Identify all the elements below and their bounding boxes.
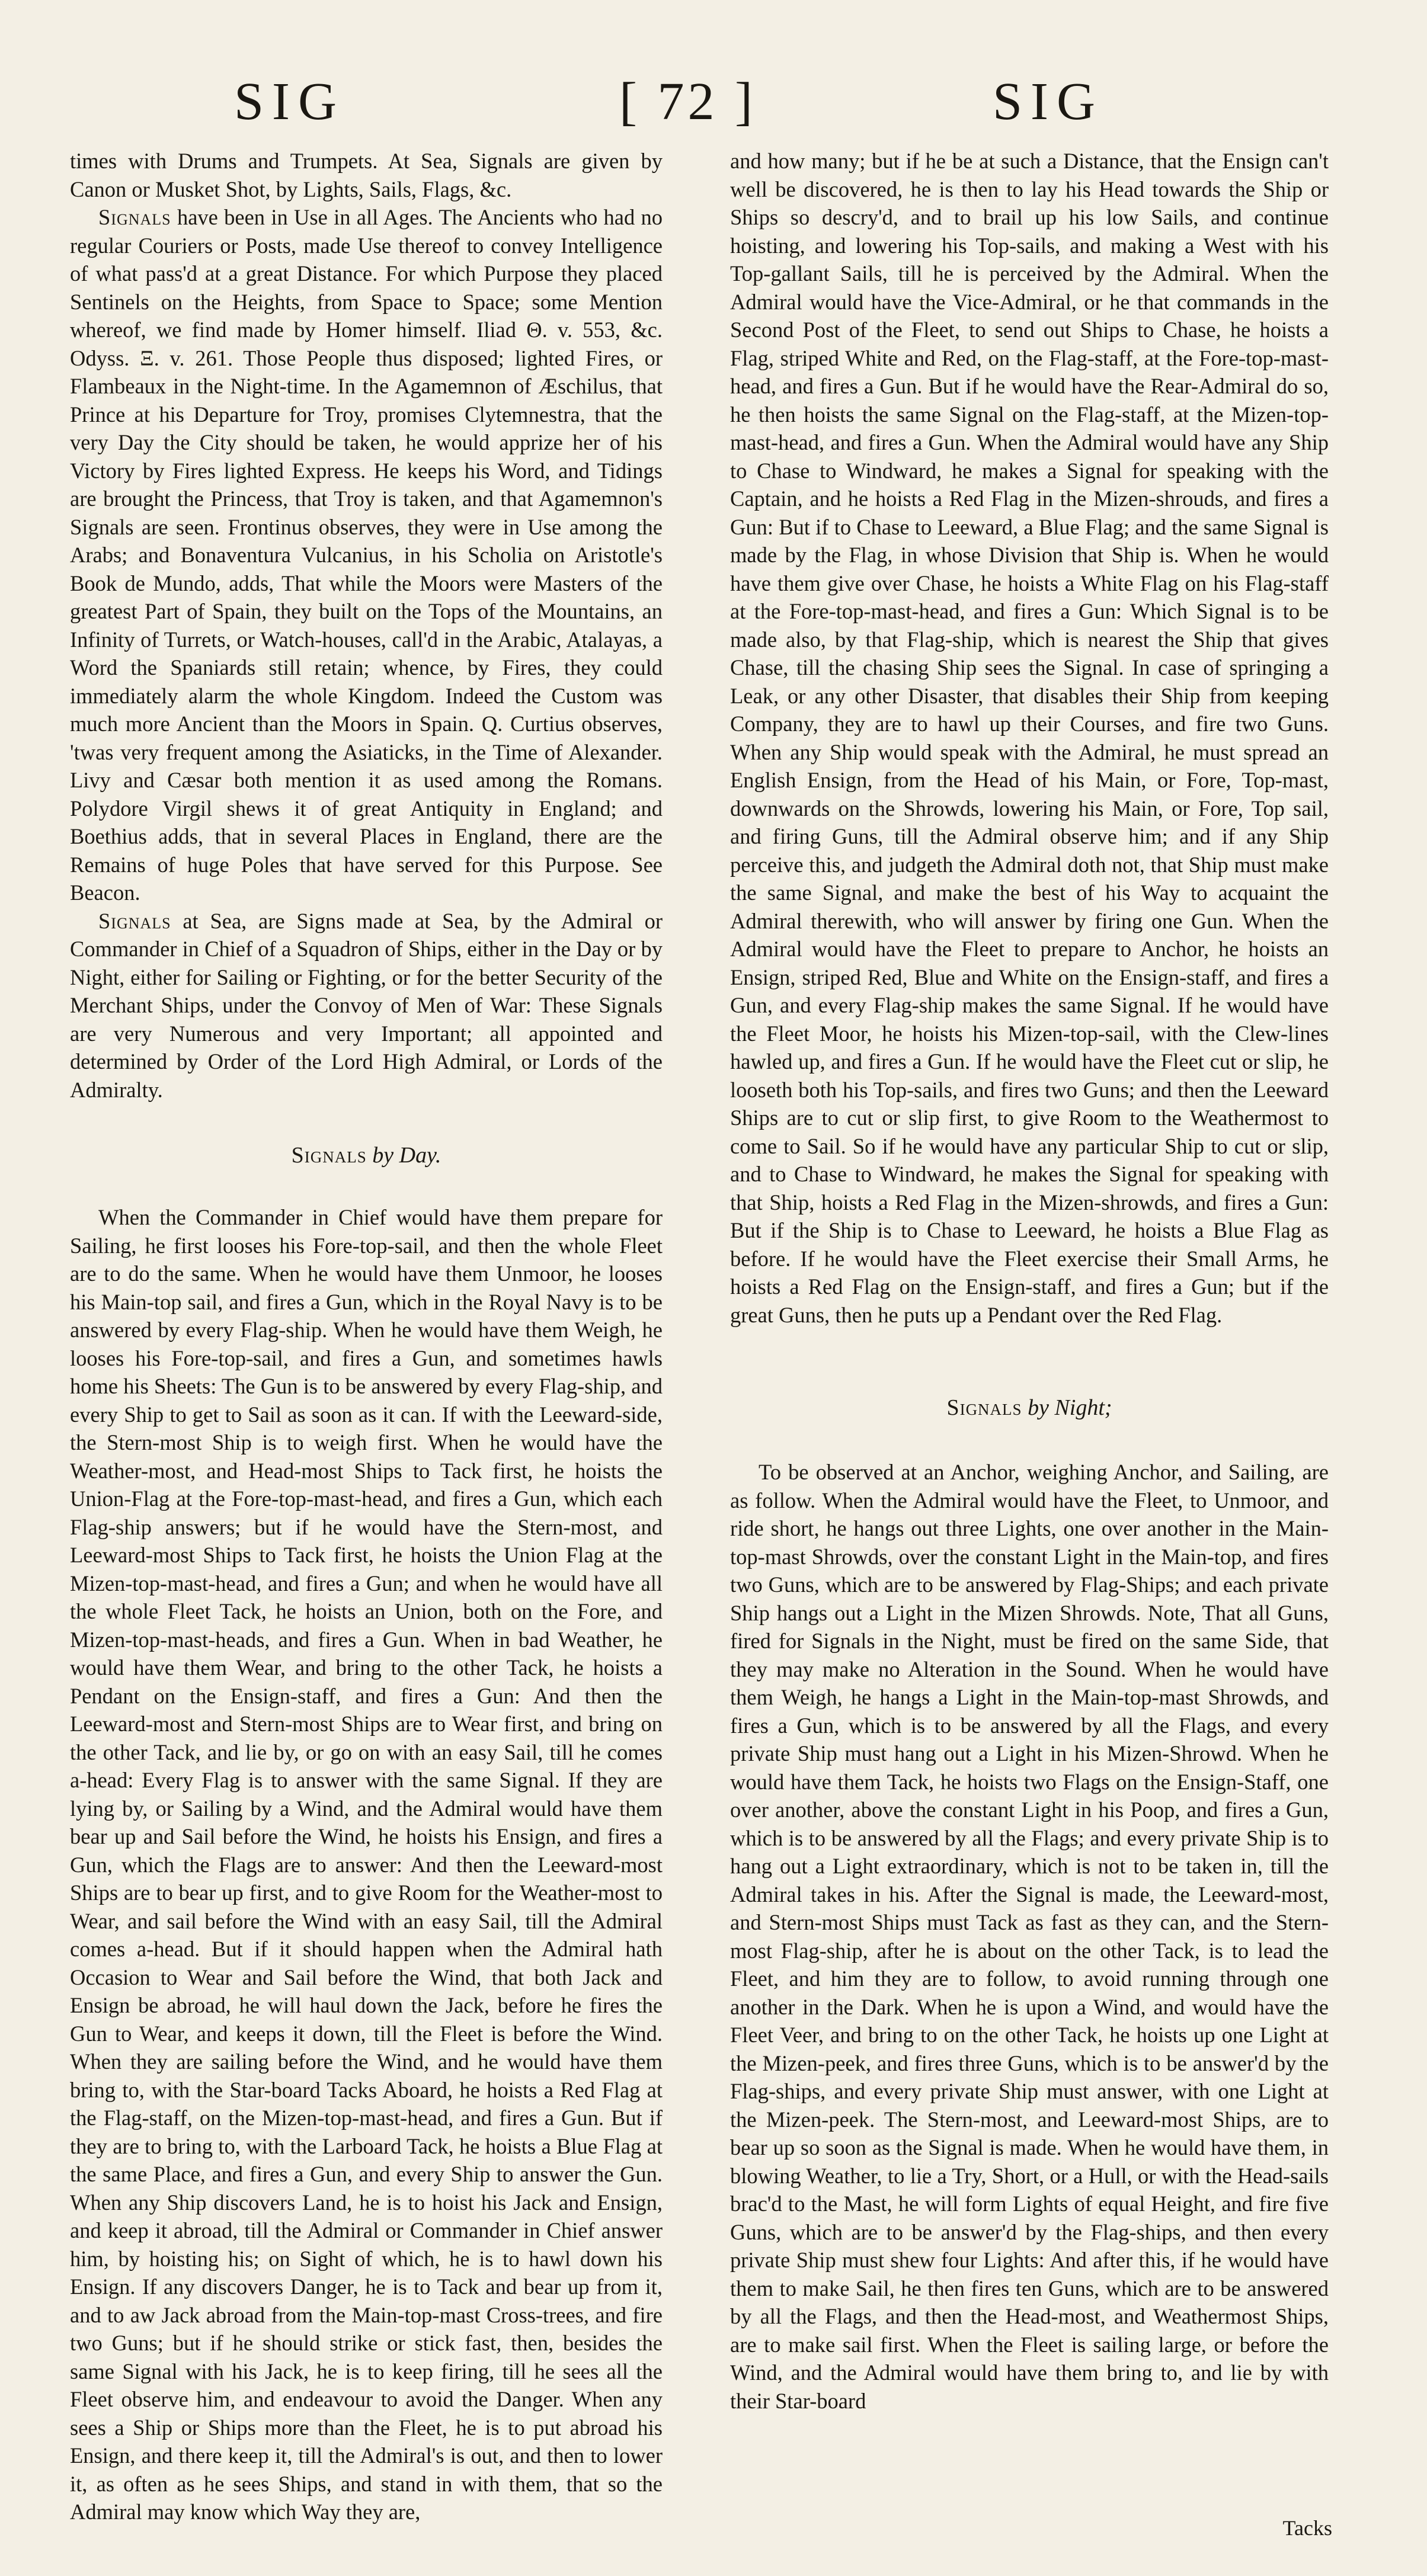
paragraph: When the Commander in Chief would have them prepare for Sailing, he first looses his Fore-top-sail, and then the whole Fleet are to do the same. When he would have them Unmoor, he looses his Main-top sail, and fires a Gun, which in the Royal Navy is to be answered by every Flag-ship. When he would have them Weigh, he looses his Fore-top-sail, and fires a Gun, and sometimes hawls home his Sheets: The Gun is to be answered by every Flag-ship, and every Ship to get to Sail as soon as it can. If with the Leeward-side, the Stern-most Ship is to weigh first. When he would have the Weather-most, and Head-most Ships to Tack first, he hoists the Union-Flag at the Fore-top-mast-head, and fires a Gun, which each Flag-ship answers; but if he would have the Stern-most, and Leeward-most Ships to Tack first, he hoists the Union Flag at the Mizen-top-mast-head, and fires a Gun; and when he would have all the whole Fleet Tack, he hoists an Union, both on the Fore, and Mizen-top-mast-heads, and fires a Gun. When in bad Weather, he would have them Wear, and bring to the other Tack, he hoists a Pendant on the Ensign-staff, and fires a Gun: And then the Leeward-most and Stern-most Ships are to Wear first, and bring on the other Tack, and lie by, or go on with an easy Sail, till he comes a-head: Every Flag is to answer with the same Signal. If they are lying by, or Sailing by a Wind, and the Admiral would have them bear up and Sail before the Wind, he hoists his Ensign, and fires a Gun, which the Flags are to answer: And then the Leeward-most Ships are to bear up first, and to give Room for the Weather-most to Wear, and sail before the Wind with an easy Sail, till the Admiral comes a-head. But if it should happen when the Admiral hath Occasion to Wear and Sail before the Wind, that both Jack and Ensign be abroad, he will haul down the Jack, before he fires the Gun to Wear, and keeps it down, till the Fleet is before the Wind. When they are sailing before the Wind, and he would have them bring to, with the Star-board Tacks Aboard, he hoists a Red Flag at the Flag-staff, on the Mizen-top-mast-head, and fires a Gun. But if they are to bring to, with the Larboard Tack, he hoists a Blue Flag at the same Place, and fires a Gun, and every Ship to answer the Gun. When any Ship discovers Land, he is to hoist his Jack and Ensign, and keep it abroad, till the Admiral or Commander in Chief answer him, by hoisting his; on Sight of which, he is to hawl down his Ensign. If any discovers Danger, he is to Tack and bear up from it, and to aw Jack abroad from the Main-top-mast Cross-trees, and fire two Guns; but if he should strike or stick fast, then, besides the same Signal with his Jack, he is to keep firing, till he sees all the Fleet observe him, and endeavour to avoid the Danger. When any sees a Ship or Ships more than the Fleet, he is to put abroad his Ensign, and there keep it, till the Admiral's is out, and then to lower it, as often as he sees Ships, and stand in with them, that so the Admiral may know which Way they are, [70,1205,663,2524]
left-column [70,147,663,2526]
header-left: SIG [234,72,345,131]
header-right: SIG [993,72,1104,131]
section-heading-rest: by Day. [372,1143,441,1168]
section-heading-lead: Signals [946,1395,1022,1420]
paragraph-body: have been in Use in all Ages. The Ancients who had no regular Couriers or Posts, made Use thereof to convey Intelligence of what pass'd at a great Distance. For which Purpose they placed Sentinels on the Heights, from Space to Space; some Mention whereof, we find made by Homer himself. Iliad Θ. v. 553, &c. Odyss. Ξ. v. 261. Those People thus disposed; lighted Fires, or Flambeaux in the Night-time. In the Agamemnon of Æschilus, that Prince at his Departure for Troy, promises Clytemnestra, that the very Day the City should be taken, he would apprize her of his Victory by Fires lighted Express. He keeps his Word, and Tidings are brought the Princess, that Troy is taken, and that Agamemnon's Signals are seen. Frontinus observes, they were in Use among the Arabs; and Bonaventura Vulcanius, in his Scholia on Aristotle's Book de Mundo, adds, That while the Moors were Masters of the greatest Part of Spain, they built on the Tops of the Mountains, an Infinity of Turrets, or Watch-houses, call'd in the Arabic, Atalayas, a Word the Spaniards still retain; whence, by Fires, they could immediately alarm the whole Kingdom. Indeed the Custom was much more Ancient than the Moors in Spain. Q. Curtius observes, 'twas very frequent among the Asiaticks, in the Time of Alexander. Livy and Cæsar both mention it as used among the Romans. Polydore Virgil shews it of great Antiquity in England; and Boethius adds, that in several Places in England, there are the Remains of huge Poles that have served for this Purpose. See Beacon. [70,205,663,905]
paragraph: To be observed at an Anchor, weighing Anchor, and Sailing, are as follow. When the Admiral would have the Fleet, to Unmoor, and ride short, he hangs out three Lights, one over another in the Main-top-mast Shrowds, over the constant Light in the Main-top, and fires two Guns, which are to be answered by Flag-Ships; and each private Ship hangs out a Light in the Mizen Shrowds. Note, That all Guns, fired for Signals in the Night, must be fired on the same Side, that they may make no Alteration in the Sound. When he would have them Weigh, he hangs a Light in the Main-top-mast Shrowds, and fires a Gun, which is to be answered by all the Flags, and every private Ship must hang out a Light in his Mizen-Shrowd. When he would have them Tack, he hoists two Flags on the Ensign-Staff, one over another, above the constant Light in his Poop, and fires a Gun, which is to be answered by all the Flags; and every private Ship is to hang out a Light extraordinary, which is not to be taken in, till the Admiral takes in his. After the Signal is made, the Leeward-most, and Stern-most Ships must Tack as fast as they can, and the Stern-most Flag-ship, after he is about on the other Tack, is to lead the Fleet, and him they are to follow, to avoid running through one another in the Dark. When he is upon a Wind, and would have the Fleet Veer, and bring to on the other Tack, he hoists up one Light at the Mizen-peek, and fires three Guns, which is to be answer'd by the Flag-ships, and every private Ship must answer, with one Light at the Mizen-peek. The Stern-most, and Leeward-most Ships, are to bear up so soon as the Signal is made. When he would have them, in blowing Weather, to lie a Try, Short, or a Hull, or with the Head-sails brac'd to the Mast, he will form Lights of equal Height, and fire five Guns, which are to be answer'd by the Flag-ships, and then every private Ship must shew four Lights: And after this, if he would have them to make Sail, he then fires ten Guns, which are to be answered by all the Flags, and then the Head-most, and Weathermost Ships, are to make sail first. When the Fleet is sailing large, or before the Wind, and the Admiral would have them bring to, and lie by with their Star-board [730,1460,1329,2413]
paragraph: and how many; but if he be at such a Distance, that the Ensign can't well be discovered, he is then to lay his Head towards the Ship or Ships so descry'd, and to brail up his low Sails, and continue hoisting, and lowering his Top-sails, and making a West with his Top-gallant Sails, till he is perceived by the Admiral. When the Admiral would have the Vice-Admiral, or he that commands in the Second Post of the Fleet, to send out Ships to Chase, he hoists a Flag, striped White and Red, on the Flag-staff, at the Fore-top-mast-head, and fires a Gun. But if he would have the Rear-Admiral do so, he then hoists the same Signal on the Flag-staff, at the Mizen-top-mast-head, and fires a Gun. When the Admiral would have any Ship to Chase to Windward, he makes a Signal for speaking with the Captain, and he hoists a Red Flag in the Mizen-shrouds, and fires a Gun: But if to Chase to Leeward, a Blue Flag; and the same Signal is made by the Flag, in whose Division that Ship is. When he would have them give over Chase, he hoists a White Flag on his Flag-staff at the Fore-top-mast-head, and fires a Gun: Which Signal is to be made also, by that Flag-ship, which is nearest the Ship that gives Chase, till the chasing Ship sees the Signal. In case of springing a Leak, or any other Disaster, that disables their Ship from keeping Company, they are to hawl up their Courses, and fire two Guns. When any Ship would speak with the Admiral, he must spread an English Ensign, from the Head of his Main, or Fore, Top-mast, downwards on the Shrowds, lowering his Main, or Fore, Top sail, and firing Guns, till the Admiral observe him; and if any Ship perceive this, and judgeth the Admiral doth not, that Ship must make the same Signal, and make the best of his Way to acquaint the Admiral therewith, who will answer by firing one Gun. When the Admiral would have the Fleet to prepare to Anchor, he hoists an Ensign, striped Red, Blue and White on the Ensign-staff, and fires a Gun, and every Flag-ship makes the same Signal. If he would have the Fleet Moor, he hoists his Mizen-top-sail, with the Clew-lines hawled up, and fires a Gun. If he would have the Fleet cut or slip, he looseth both his Top-sails, and fires two Guns; and then the Leeward Ships are to cut or slip first, to give Room to the Weathermost to come to Sail. So if he would have any particular Ship to cut or slip, and to Chase to Windward, he makes the Signal for speaking with that Ship, hoists a Red Flag in the Mizen-shrowds, and fires a Gun: But if the Ship is to Chase to Leeward, he hoists a Blue Flag as before. If he would have the Fleet exercise their Small Arms, he hoists a Red Flag on the Ensign-staff, and fires a Gun; but if the great Guns, then he puts up a Pendant over the Red Flag. [730,149,1329,1327]
section-heading-night [730,1393,1329,1422]
right-column [730,147,1329,2415]
paragraph: times with Drums and Trumpets. At Sea, Signals are given by Canon or Musket Shot, by Lights, Sails, Flags, &c. [70,149,663,201]
running-head [0,66,1427,137]
paragraph-body: at Sea, are Signs made at Sea, by the Admiral or Commander in Chief of a Squadron of Ships, either in the Day or by Night, either for Sailing or Fighting, or for the better Security of the Merchant Ships, under the Convoy of Men of War: These Signals are very Numerous and very Important; all appointed and determined by Order of the Lord High Admiral, or Lords of the Admiralty. [70,908,663,1102]
entry-lead: Signals [98,908,171,933]
page-number: [ 72 ] [619,72,756,131]
section-heading-rest: by Night; [1028,1395,1112,1420]
paragraph [70,203,663,907]
section-heading-lead: Signals [291,1143,367,1168]
entry-lead: Signals [98,205,171,229]
catchword: Tacks [1282,2516,1332,2540]
section-heading-day [70,1140,663,1170]
paragraph [70,907,663,1104]
